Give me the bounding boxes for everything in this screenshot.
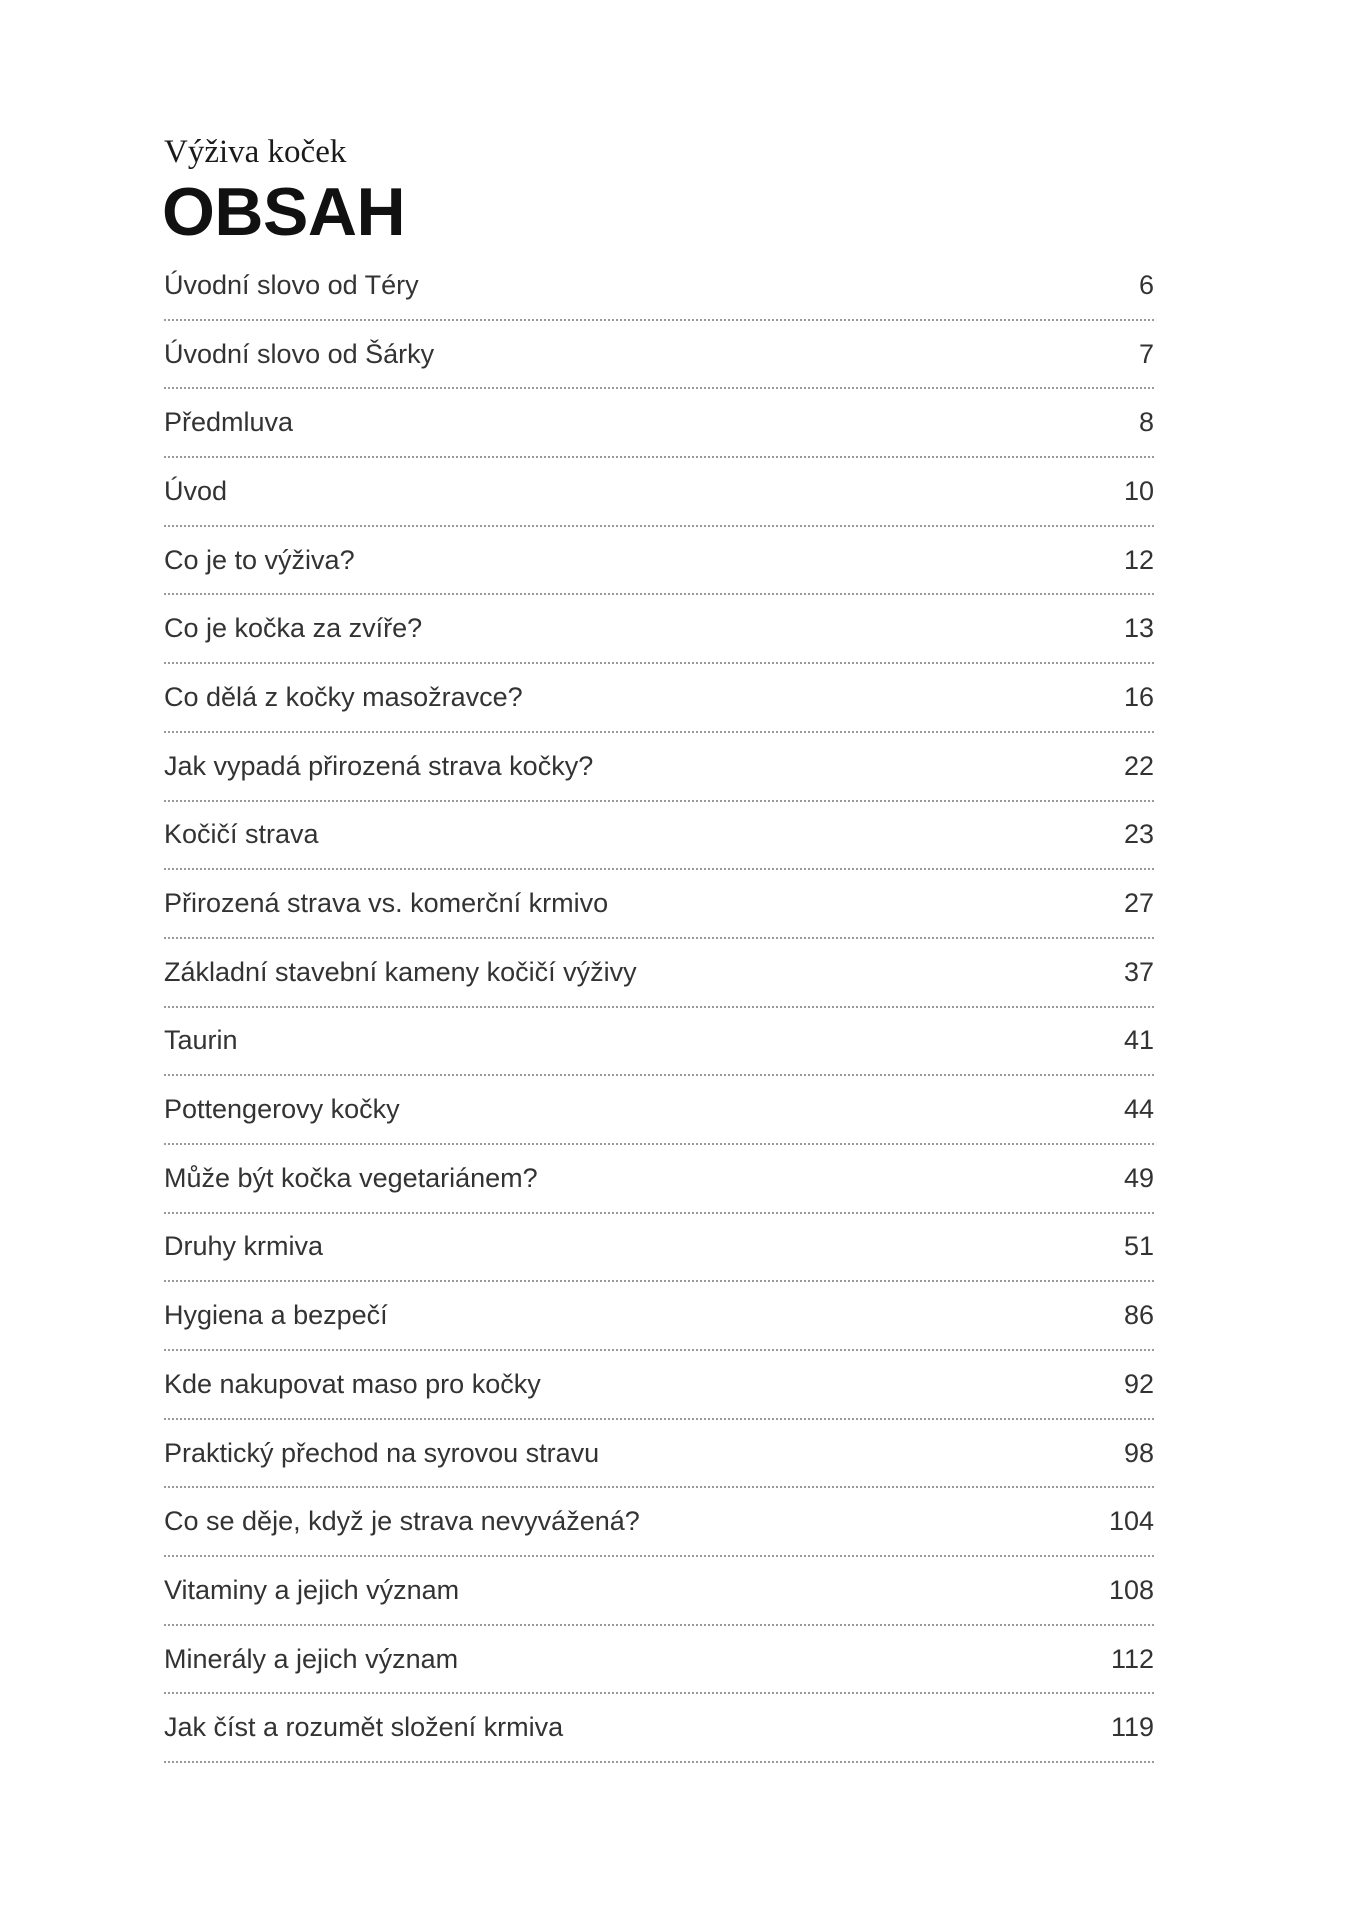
toc-entry — [164, 1214, 1154, 1283]
toc-entry-page-number: 49 — [1123, 1162, 1154, 1193]
toc-entry-title: Co je kočka za zvíře? — [164, 613, 423, 644]
toc-entry-page-number: 6 — [1138, 269, 1154, 300]
toc-entry — [164, 1076, 1154, 1145]
toc-entry — [164, 1557, 1154, 1626]
toc-entry-title: Jak vypadá přirozená strava kočky? — [164, 750, 594, 781]
toc-entry — [164, 1145, 1154, 1214]
toc-entry-page-number: 41 — [1123, 1025, 1154, 1056]
toc-entry — [164, 1694, 1154, 1763]
toc-entry-page-number: 22 — [1123, 750, 1154, 781]
toc-entry-page-number: 8 — [1138, 407, 1154, 438]
toc-entry-page-number: 27 — [1123, 888, 1154, 919]
toc-entry — [164, 389, 1154, 458]
toc-entry-title: Úvod — [164, 475, 228, 506]
toc-entry-title: Kočičí strava — [164, 819, 319, 850]
book-title: Výživa koček — [164, 134, 347, 170]
toc-entry — [164, 595, 1154, 664]
toc-entry-page-number: 108 — [1108, 1574, 1154, 1605]
toc-entry — [164, 802, 1154, 871]
toc-entry-page-number: 44 — [1123, 1094, 1154, 1125]
toc-entry — [164, 458, 1154, 527]
toc-entry — [164, 1282, 1154, 1351]
toc-entry-page-number: 51 — [1123, 1231, 1154, 1262]
toc-entry — [164, 1008, 1154, 1077]
page-title: OBSAH — [162, 174, 406, 250]
toc-entry-title: Pottengerovy kočky — [164, 1094, 400, 1125]
toc-entry-title: Taurin — [164, 1025, 238, 1056]
toc-entry-title: Druhy krmiva — [164, 1231, 324, 1262]
toc-entry — [164, 1420, 1154, 1489]
toc-entry-page-number: 104 — [1108, 1506, 1154, 1537]
toc-entry — [164, 733, 1154, 802]
toc-entry-title: Minerály a jejich význam — [164, 1643, 459, 1674]
toc-entry-title: Kde nakupovat maso pro kočky — [164, 1368, 541, 1399]
toc-entry-title: Co je to výživa? — [164, 544, 355, 575]
toc-entry-page-number: 12 — [1123, 544, 1154, 575]
toc-entry-page-number: 86 — [1123, 1300, 1154, 1331]
toc-entry-page-number: 92 — [1123, 1368, 1154, 1399]
toc-entry-page-number: 37 — [1123, 956, 1154, 987]
toc-entry-title: Co dělá z kočky masožravce? — [164, 681, 523, 712]
toc-entry — [164, 252, 1154, 321]
table-of-contents — [164, 252, 1154, 1763]
toc-page — [164, 132, 1154, 1763]
toc-entry-title: Úvodní slovo od Téry — [164, 269, 419, 300]
toc-entry-page-number: 7 — [1138, 338, 1154, 369]
toc-entry-page-number: 112 — [1110, 1643, 1154, 1674]
toc-entry-page-number: 98 — [1123, 1437, 1154, 1468]
toc-entry-title: Vitaminy a jejich význam — [164, 1574, 460, 1605]
toc-entry-page-number: 23 — [1123, 819, 1154, 850]
toc-entry — [164, 1626, 1154, 1695]
toc-entry — [164, 321, 1154, 390]
toc-entry-title: Předmluva — [164, 407, 294, 438]
toc-entry-page-number: 13 — [1123, 613, 1154, 644]
toc-entry-page-number: 119 — [1110, 1712, 1154, 1743]
toc-entry-title: Jak číst a rozumět složení krmiva — [164, 1712, 564, 1743]
toc-entry — [164, 870, 1154, 939]
toc-entry — [164, 527, 1154, 596]
toc-entry — [164, 1351, 1154, 1420]
toc-entry — [164, 664, 1154, 733]
toc-entry-title: Přirozená strava vs. komerční krmivo — [164, 888, 609, 919]
toc-entry-page-number: 16 — [1123, 681, 1154, 712]
toc-entry-title: Co se děje, když je strava nevyvážená? — [164, 1506, 640, 1537]
toc-entry — [164, 1488, 1154, 1557]
toc-entry-page-number: 10 — [1123, 475, 1154, 506]
toc-entry-title: Praktický přechod na syrovou stravu — [164, 1437, 600, 1468]
toc-entry-title: Hygiena a bezpečí — [164, 1300, 388, 1331]
toc-entry-title: Může být kočka vegetariánem? — [164, 1162, 538, 1193]
toc-entry — [164, 939, 1154, 1008]
toc-entry-title: Základní stavební kameny kočičí výživy — [164, 956, 637, 987]
toc-entry-title: Úvodní slovo od Šárky — [164, 338, 435, 369]
